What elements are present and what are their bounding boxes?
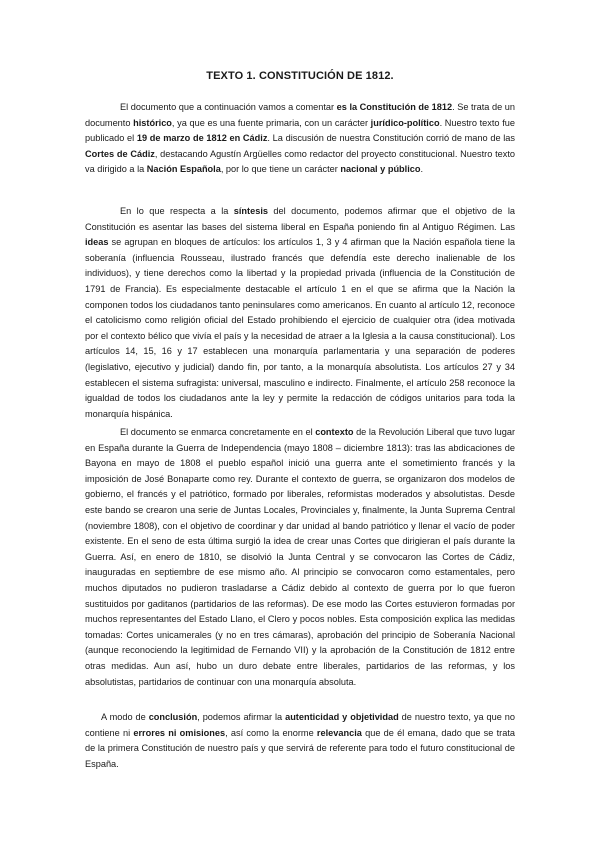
text-run: . Se trata de un documento	[85, 102, 515, 128]
text-run: , podemos afirmar la	[197, 712, 286, 722]
text-run: de nuestro texto, ya que no contiene ni	[85, 712, 515, 738]
bold-text-run: es la Constitución de 1812	[336, 102, 453, 112]
text-run: A modo de	[101, 712, 149, 722]
bold-text-run: 19 de marzo de 1812 en Cádiz	[136, 133, 268, 144]
bold-text-run: ideas	[85, 237, 109, 248]
text-run: El documento se enmarca concretamente en el	[120, 427, 316, 437]
text-run: , ya que es una fuente primaria, con un carácter	[171, 117, 371, 128]
text-run: del documento, podemos afirmar que el objetivo de la Constitución es asentar las bases del sistema liberal en España poniendo fin al Antiguo Régimen. Las	[85, 206, 515, 232]
bold-text-run: errores ni omisiones	[133, 727, 226, 738]
bold-text-run: Cortes de Cádiz	[85, 148, 155, 159]
bold-text-run: autenticidad y objetividad	[285, 712, 399, 722]
bold-text-run: jurídico-político	[370, 117, 440, 128]
text-run: se agrupan en bloques de artículos: los artículos 1, 3 y 4 afirman que la Nación española tiene la soberanía (influencia Rousseau, ilustrado francés que defendía este derecho inalienable de los individuos), y tiene derechos como la libertad y la propiedad privada (influencia de la Constitución de 1791 de Francia). Es especialmente destacable el artículo 1 en el que se afirma que la Nación la componen todos los ciudadanos tanto peninsulares como americanos. En cuanto al artículo 12, reconoce el catolicismo como religión oficial del Estado prohibiendo el ejercicio de cualquier otra (idea motivada por el contexto bélico que vivía el país y la necesidad de atraer a la Iglesia a la causa constitucional). Los artículos 14, 15, 16 y 17 establecen una monarquía parlamentaria y una separación de poderes (legislativo, ejecutivo y judicial) dando fin, por tanto, a la monarquía absolutista. Los artículos 27 y 34 establecen el sistema sufragista: universal, masculino e indirecto. Finalmente, el artículo 258 reconoce la igualdad de todos los ciudadanos ante la ley y permite la redacción de códigos unitarios para toda la monarquía hispánica.	[85, 237, 515, 419]
text-run: . Nuestro texto fue publicado el	[85, 117, 515, 144]
bold-text-run: relevancia	[316, 727, 362, 738]
paragraph-synthesis	[85, 204, 515, 422]
paragraph-identification	[85, 100, 515, 178]
bold-text-run: nacional y público	[340, 164, 421, 175]
bold-text-run: síntesis	[233, 206, 268, 216]
text-run: El documento que a continuación vamos a comentar	[120, 102, 337, 112]
text-run: En lo que respecta a la	[120, 206, 234, 216]
text-run: , destacando Agustín Argüelles como redactor del proyecto constitucional. Nuestro texto va dirigido a la	[85, 148, 515, 175]
document-title: TEXTO 1. CONSTITUCIÓN DE 1812.	[206, 70, 394, 82]
text-run: , por lo que tiene un carácter	[220, 164, 341, 175]
text-run: , así como la enorme	[225, 727, 317, 738]
text-run: . La discusión de nuestra Constitución corrió de mano de las	[267, 133, 515, 144]
text-run: .	[420, 164, 424, 175]
paragraph-context	[85, 425, 515, 690]
paragraph-conclusion	[85, 710, 515, 772]
bold-text-run: conclusión	[148, 712, 198, 722]
bold-text-run: histórico	[133, 117, 172, 128]
bold-text-run: Nación Española	[146, 164, 221, 175]
bold-text-run: contexto	[315, 427, 354, 437]
text-run: que de él emana, dado que se trata de la primera Constitución de nuestro país y que servirá de referente para todo el futuro constitucional de España.	[85, 727, 515, 769]
text-run: de la Revolución Liberal que tuvo lugar en España durante la Guerra de Independencia (mayo 1808 – diciembre 1813): tras las abdicaciones de Bayona en mayo de 1808 el pueblo español inició una guerra ante el sometimiento francés y la imposición de José Bonaparte como rey. Durante el contexto de guerra, se organizaron dos modelos de gobierno, el francés y el patriótico, formado por liberales, reformistas moderados y absolutistas. Desde este bando se crearon una serie de Juntas Locales, Provinciales y, finalmente, la Junta Suprema Central (noviembre 1808), con el objetivo de coordinar y dar unidad al bando patriótico y llenar el vacío de poder existente. En el seno de esta última surgió la idea de crear unas Cortes que dirigieran el país durante la Guerra. Así, en enero de 1810, se disolvió la Junta Central y se convocaron las Cortes de Cádiz, inauguradas en septiembre de ese mismo año. Al principio se convocaron como estamentales, pero muchos diputados no pudieron trasladarse a Cádiz debido al contexto de guerra por lo que fueron sustituidos por gaditanos (partidarios de las reformas). De ese modo las Cortes estuvieron formadas por muchos representantes del Estado Llano, el Clero y pocos nobles. Esta composición explica las medidas tomadas: Cortes unicamerales (y no en tres cámaras), aprobación del principio de Soberanía Nacional (aunque reconociendo la legitimidad de Fernando VII) y la aprobación de la Constitución de 1812 entre otras medidas. Aun así, hubo un duro debate entre liberales, partidarios de las reformas, y los absolutistas, partidarios de continuar con una monarquía absoluta.	[85, 427, 515, 687]
